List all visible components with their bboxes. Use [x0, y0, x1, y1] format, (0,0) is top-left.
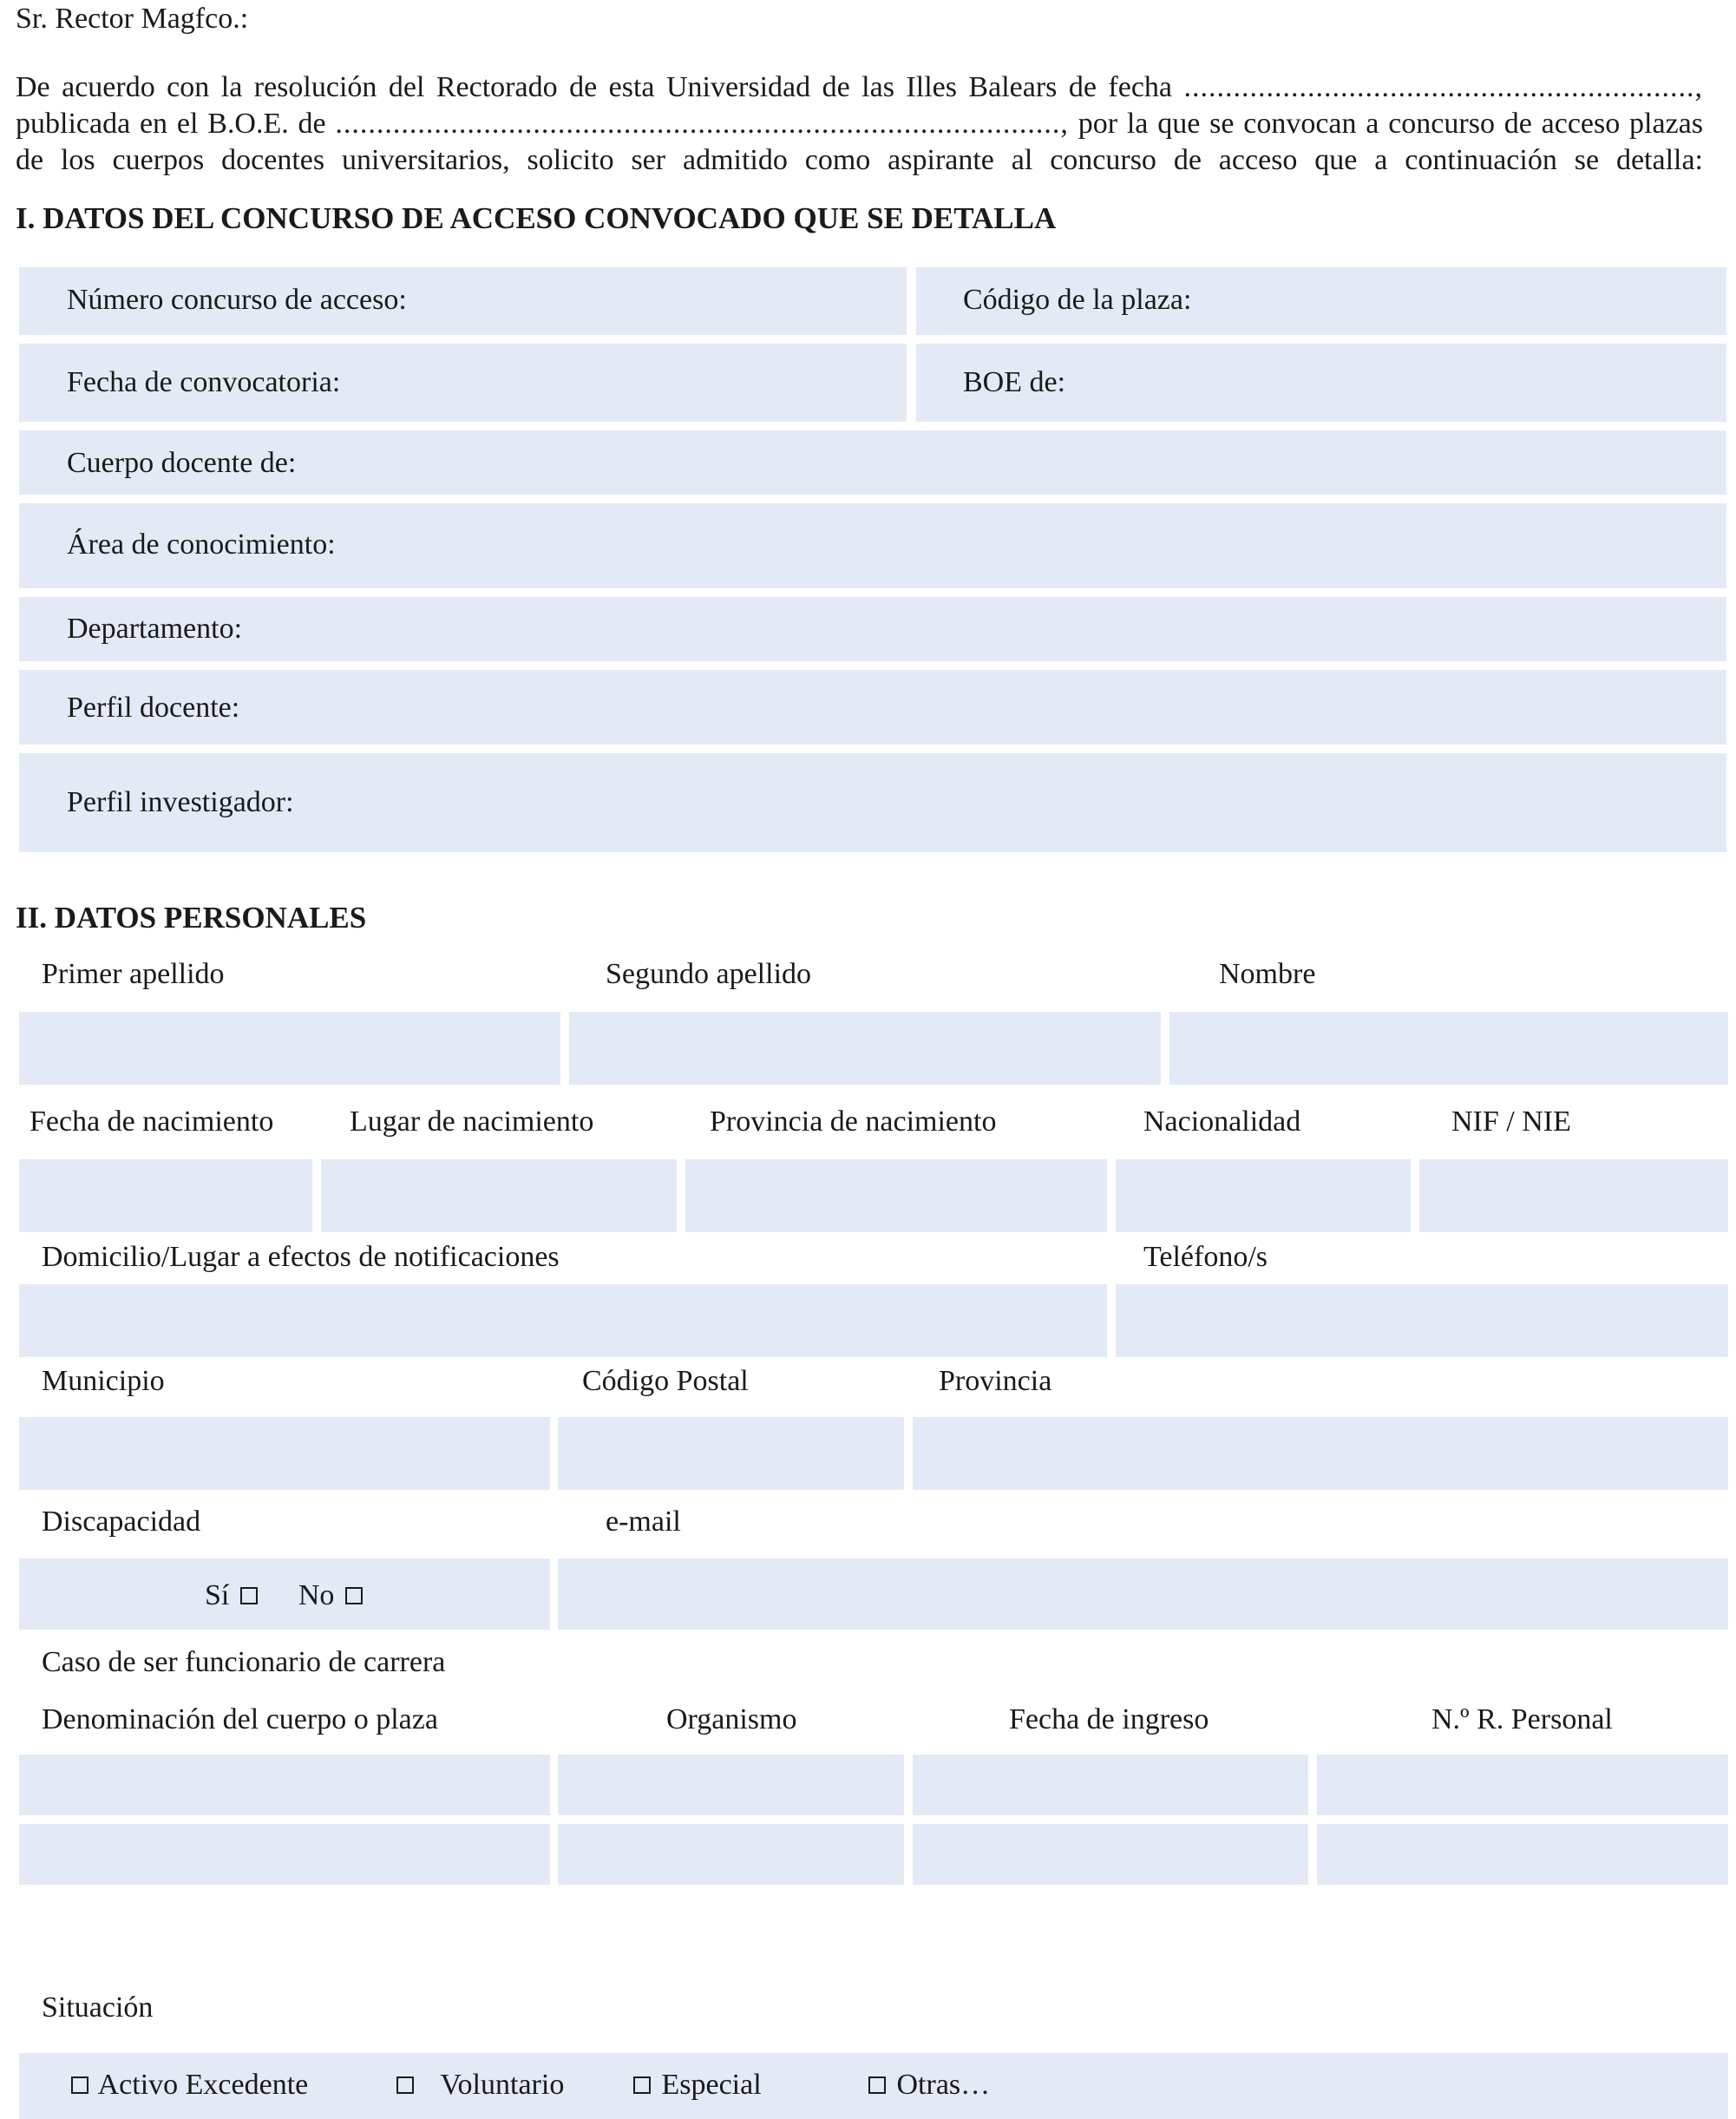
- codigo-postal-field[interactable]: [558, 1417, 904, 1490]
- domicilio-field[interactable]: [19, 1284, 1107, 1357]
- intro-line-3: de los cuerpos docentes universitarios, solicito ser admitido como aspirante al concurso de acceso que a continuación se detalla:: [16, 144, 1703, 176]
- fecha-convocatoria-label: Fecha de convocatoria:: [67, 366, 341, 398]
- segundo-apellido-label: Segundo apellido: [606, 958, 812, 990]
- provincia-nacimiento-label: Provincia de nacimiento: [710, 1105, 997, 1138]
- nrp-field-2[interactable]: [1317, 1824, 1728, 1885]
- si-label: Sí: [205, 1579, 230, 1611]
- si-checkbox[interactable]: [240, 1587, 258, 1604]
- departamento-field[interactable]: [19, 597, 1726, 661]
- provincia-nacimiento-field[interactable]: [685, 1159, 1107, 1232]
- otras-checkbox[interactable]: [868, 2076, 886, 2094]
- discapacidad-options: [205, 1578, 366, 1613]
- nacionalidad-field[interactable]: [1116, 1159, 1411, 1232]
- especial-checkbox[interactable]: [633, 2076, 651, 2094]
- caso-funcionario-label: Caso de ser funcionario de carrera: [42, 1646, 446, 1678]
- intro-line-2: [16, 106, 1703, 142]
- segundo-apellido-field[interactable]: [569, 1012, 1161, 1085]
- provincia-label: Provincia: [939, 1365, 1052, 1397]
- primer-apellido-label: Primer apellido: [42, 958, 225, 990]
- lugar-nacimiento-field[interactable]: [321, 1159, 677, 1232]
- organismo-field-1[interactable]: [558, 1755, 904, 1815]
- numero-concurso-label: Número concurso de acceso:: [67, 284, 407, 316]
- opt-especial[interactable]: [630, 2068, 762, 2103]
- provincia-field[interactable]: [913, 1417, 1728, 1490]
- nombre-field[interactable]: [1169, 1012, 1728, 1085]
- activo-checkbox[interactable]: [71, 2076, 88, 2094]
- no-checkbox[interactable]: [345, 1587, 363, 1604]
- otras-label: Otras…: [896, 2069, 991, 2101]
- departamento-label: Departamento:: [67, 613, 243, 645]
- telefono-label: Teléfono/s: [1143, 1241, 1268, 1273]
- area-conocimiento-label: Área de conocimiento:: [67, 528, 336, 561]
- fecha-ingreso-field-1[interactable]: [913, 1755, 1308, 1815]
- intro-line-1-text: De acuerdo con la resolución del Rectorado de esta Universidad de las Illes Balears de fecha: [16, 71, 1173, 103]
- organismo-field-2[interactable]: [558, 1824, 904, 1885]
- denominacion-field-2[interactable]: [19, 1824, 550, 1885]
- denominacion-field-1[interactable]: [19, 1755, 550, 1815]
- nombre-label: Nombre: [1219, 958, 1316, 990]
- perfil-docente-field[interactable]: [19, 670, 1726, 745]
- fecha-ingreso-label: Fecha de ingreso: [1009, 1703, 1209, 1735]
- primer-apellido-field[interactable]: [19, 1012, 560, 1085]
- codigo-postal-label: Código Postal: [582, 1365, 749, 1397]
- section-2-title: II. DATOS PERSONALES: [16, 901, 367, 935]
- municipio-label: Municipio: [42, 1365, 165, 1397]
- voluntario-label: Voluntario: [440, 2069, 565, 2101]
- opt-otras[interactable]: [865, 2068, 990, 2103]
- nrp-label: N.º R. Personal: [1431, 1703, 1613, 1735]
- fecha-resolucion-blank: ..............................................................,: [1183, 71, 1704, 103]
- fecha-ingreso-field-2[interactable]: [913, 1824, 1308, 1885]
- perfil-docente-label: Perfil docente:: [67, 692, 240, 724]
- discapacidad-label: Discapacidad: [42, 1506, 201, 1538]
- intro-line-2-text-b: por la que se convocan a concurso de acceso plazas: [1078, 108, 1703, 140]
- intro-line-2-text-a: publicada en el B.O.E. de: [16, 108, 326, 140]
- organismo-label: Organismo: [666, 1703, 797, 1735]
- fecha-nacimiento-field[interactable]: [19, 1159, 312, 1232]
- codigo-plaza-label: Código de la plaza:: [963, 284, 1192, 316]
- nrp-field-1[interactable]: [1317, 1755, 1728, 1815]
- activo-label: Activo Excedente: [97, 2069, 309, 2101]
- denominacion-label: Denominación del cuerpo o plaza: [42, 1703, 438, 1735]
- fecha-boe-blank: ........................................................................................,: [335, 108, 1069, 140]
- nif-label: NIF / NIE: [1451, 1105, 1571, 1138]
- municipio-field[interactable]: [19, 1417, 550, 1490]
- domicilio-label: Domicilio/Lugar a efectos de notificaciones: [42, 1241, 560, 1273]
- intro-line-1: [16, 69, 1703, 106]
- salutation: Sr. Rector Magfco.:: [16, 3, 249, 35]
- especial-label: Especial: [661, 2069, 762, 2101]
- situacion-label: Situación: [42, 1991, 154, 2024]
- nacionalidad-label: Nacionalidad: [1143, 1105, 1301, 1138]
- no-label: No: [298, 1579, 335, 1611]
- perfil-investigador-label: Perfil investigador:: [67, 786, 294, 818]
- voluntario-checkbox[interactable]: [396, 2076, 414, 2094]
- fecha-nacimiento-label: Fecha de nacimiento: [29, 1105, 274, 1138]
- opt-activo[interactable]: [68, 2068, 308, 2103]
- email-label: e-mail: [606, 1506, 681, 1538]
- email-field[interactable]: [558, 1558, 1728, 1630]
- telefono-field[interactable]: [1116, 1284, 1728, 1357]
- section-1-title: I. DATOS DEL CONCURSO DE ACCESO CONVOCADO QUE SE DETALLA: [16, 201, 1057, 235]
- lugar-nacimiento-label: Lugar de nacimiento: [350, 1105, 594, 1138]
- opt-voluntario[interactable]: [393, 2068, 564, 2103]
- intro-paragraph: [16, 69, 1703, 179]
- cuerpo-docente-label: Cuerpo docente de:: [67, 447, 297, 479]
- nif-field[interactable]: [1419, 1159, 1728, 1232]
- boe-label: BOE de:: [963, 366, 1066, 398]
